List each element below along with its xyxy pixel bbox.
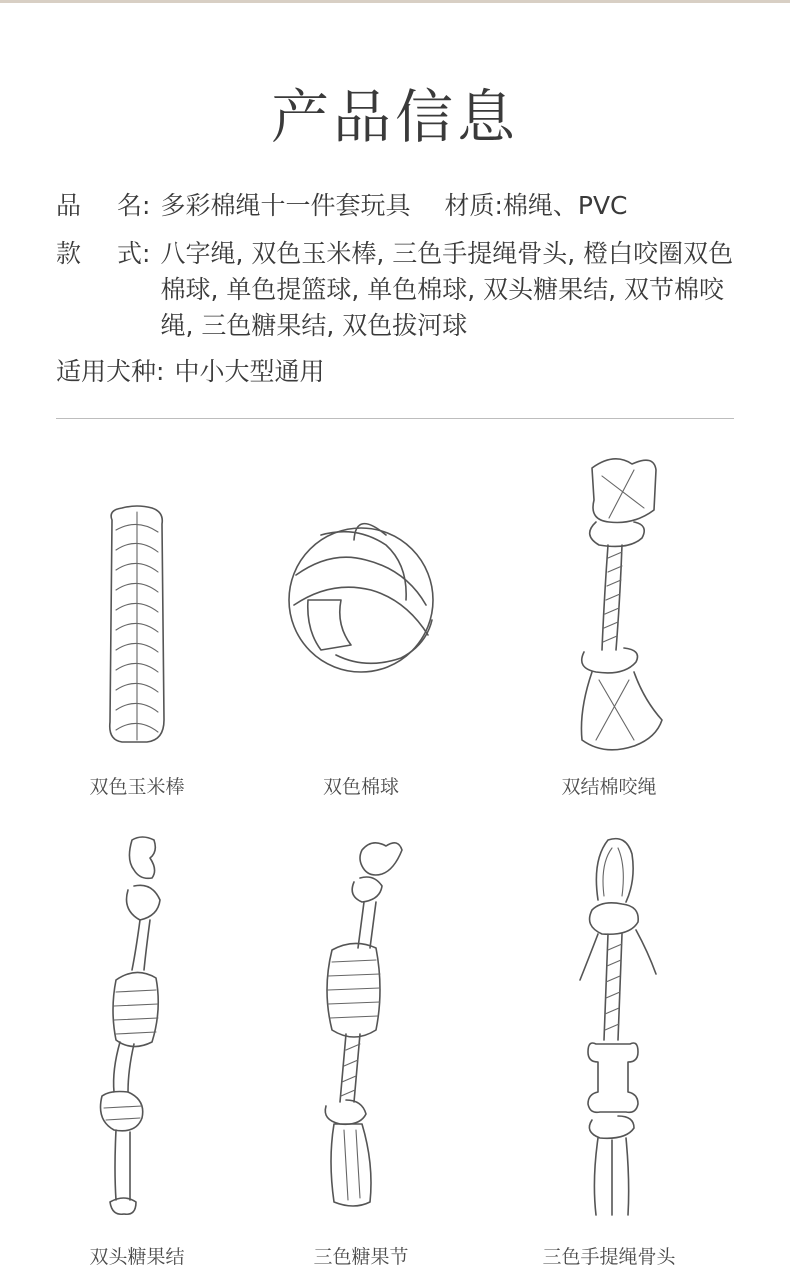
corn-rope-icon	[12, 440, 262, 760]
page-title: 产品信息	[270, 83, 519, 151]
product-label: 双色棉球	[322, 776, 399, 798]
name-label: 品 名:	[56, 191, 151, 220]
product-item-corn-rope	[12, 440, 262, 798]
style-value: 八字绳, 双色玉米棒, 三色手提绳骨头, 橙白咬圈双色棉球, 单色提篮球, 单色棉球, 双头糖果结, 双节棉咬绳, 三色糖果结, 双色拔河球	[160, 239, 734, 340]
tricolor-candy-knot-icon	[236, 830, 486, 1230]
double-knot-rope-icon	[484, 440, 734, 760]
info-row-style	[56, 236, 736, 344]
double-candy-knot-icon	[12, 830, 262, 1230]
name-value: 多彩棉绳十一件套玩具 材质:棉绳、PVC	[160, 191, 628, 220]
product-item-handle-rope-bone	[484, 830, 734, 1268]
product-label: 三色糖果节	[313, 1246, 409, 1268]
divider	[56, 418, 734, 419]
material: 材质:棉绳、PVC	[444, 191, 628, 220]
cotton-ball-icon	[236, 440, 486, 760]
breed-label: 适用犬种:	[56, 357, 165, 386]
product-item-cotton-ball	[236, 440, 486, 798]
product-item-double-candy-knot	[12, 830, 262, 1268]
style-label: 款 式:	[56, 239, 151, 268]
breed-value: 中小大型通用	[174, 357, 325, 386]
product-item-double-knot-rope	[484, 440, 734, 798]
top-strip	[0, 0, 790, 3]
product-label: 双结棉咬绳	[561, 776, 657, 798]
handle-rope-bone-icon	[484, 830, 734, 1230]
info-row-breed	[56, 354, 736, 390]
info-row-name	[56, 188, 736, 224]
product-label: 双头糖果结	[89, 1246, 185, 1268]
product-label: 双色玉米棒	[89, 776, 185, 798]
product-label: 三色手提绳骨头	[542, 1246, 676, 1268]
product-info	[56, 188, 736, 400]
product-item-tricolor-candy-knot	[236, 830, 486, 1268]
